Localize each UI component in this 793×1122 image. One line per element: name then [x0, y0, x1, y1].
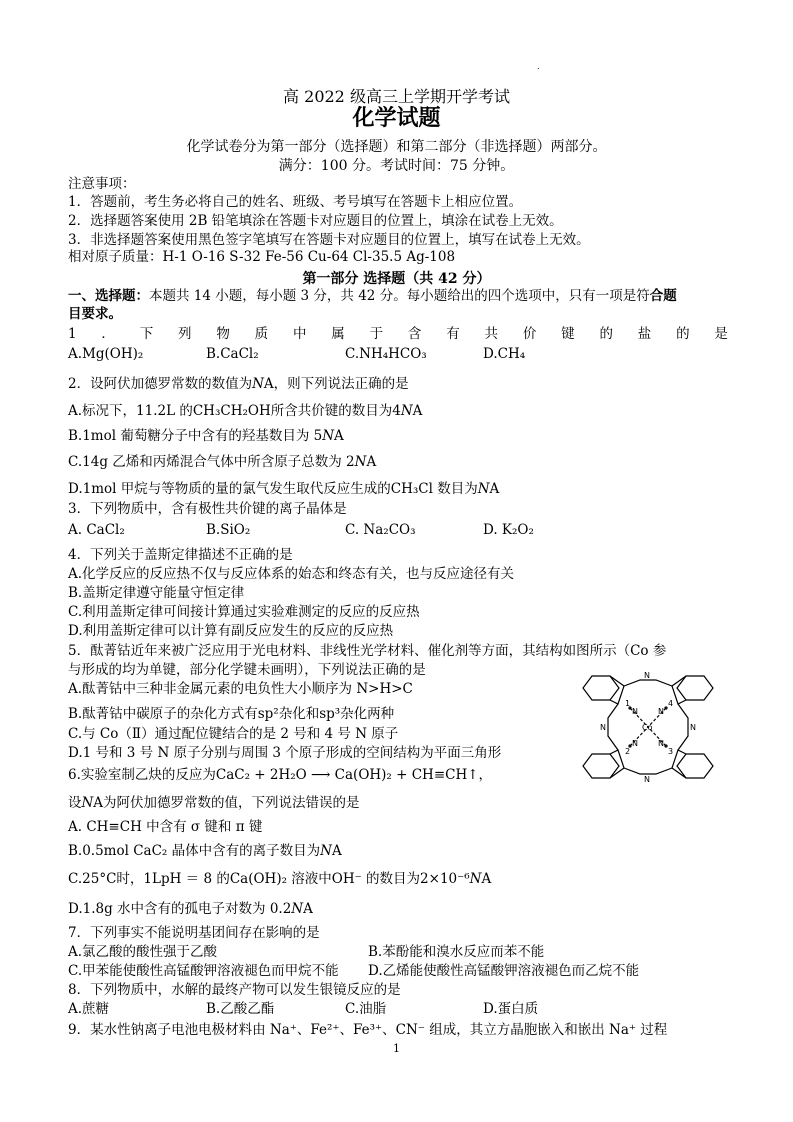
q6-option-c: C.25°C时，1LpH ＝ 8 的Ca(OH)₂ 溶液中OH⁻ 的数目为2×10⁻⁶𝑁A: [68, 871, 492, 887]
cobalt-label: Co: [642, 723, 653, 732]
stem-char: 列: [178, 326, 192, 342]
stem-char: ．: [101, 326, 115, 342]
q9-stem: 9．某水性钠离子电池电极材料由 Na⁺、Fe²⁺、Fe³⁺、CN⁻ 组成，其立方晶胞嵌入和嵌出 Na⁺ 过程: [68, 1022, 668, 1038]
q8-options: [68, 1000, 728, 1018]
q6-option-d: D.1.8g 水中含有的孤电子对数为 0.2𝑁A: [68, 901, 313, 917]
note-item: 3．非选择题答案使用黑色签字笔填写在答题卡对应题目的位置上，填写在试卷上无效。: [68, 232, 590, 248]
stem-char: 物: [216, 326, 230, 342]
q7-options-row1: [68, 943, 728, 961]
q3-stem: 3．下列物质中，含有极性共价键的离子晶体是: [68, 501, 347, 517]
stem-char: 的: [676, 326, 690, 342]
part1-instructions: [68, 287, 677, 305]
benzene-ring: [583, 676, 619, 700]
option-c: C.甲苯能使酸性高锰酸钾溶液褪色而甲烷不能: [68, 963, 339, 979]
option-d: D.CH₄: [483, 346, 526, 362]
n-label-3: 3: [668, 747, 674, 756]
stem-char: 于: [369, 326, 384, 342]
q5-option-a: A.酞菁钴中三种非金属元素的电负性大小顺序为 N>H>C: [68, 681, 413, 697]
option-b: B.乙酸乙酯: [206, 1001, 275, 1017]
q2-option-a: A.标况下，11.2L 的CH₃CH₂OH所含共价键的数目为4𝑁A: [68, 403, 423, 419]
part1-heading: 第一部分 选择题（共 42 分）: [302, 271, 491, 287]
q4-option-d: D.利用盖斯定律可以计算有副反应发生的反应的反应热: [68, 623, 394, 639]
instr-text: 本题共 14 小题，每小题 3 分，共 42 分。每小题给出的四个选项中，只有一项是符: [149, 288, 650, 304]
q4-option-c: C.利用盖斯定律可间接计算通过实验难测定的反应的反应热: [68, 604, 420, 620]
q2-option-b: B.1mol 葡萄糖分子中含有的羟基数目为 5𝑁A: [68, 428, 344, 444]
q5-stem-line2: 与形成的均为单键，部分化学键未画明），下列说法正确的是: [68, 662, 426, 678]
note-item: 1．答题前，考生务必将自己的姓名、班级、考号填写在答题卡上相应位置。: [68, 194, 523, 210]
q2-stem: 2．设阿伏加德罗常数的数值为𝑁A，则下列说法正确的是: [68, 376, 409, 392]
n-atom: N: [644, 775, 650, 784]
option-a: A. CaCl₂: [68, 522, 125, 538]
stem-char: 键: [561, 326, 575, 342]
stem-char: 是: [714, 326, 728, 342]
stem-char: 质: [254, 326, 269, 342]
stem-char: 1: [68, 326, 77, 342]
atomic-masses: 相对原子质量：H-1 O-16 S-32 Fe-56 Cu-64 Cl-35.5 Ag-108: [68, 249, 456, 265]
q4-stem: 4．下列关于盖斯定律描述不正确的是: [68, 547, 293, 563]
n-atom: N: [644, 671, 650, 680]
option-a: A.蔗糖: [68, 1001, 110, 1017]
q2-option-d: D.1mol 甲烷与等物质的量的氯气发生取代反应生成的CH₃Cl 数目为𝑁A: [68, 481, 500, 497]
q6-option-a: A. CH≡CH 中含有 σ 键和 π 键: [68, 819, 263, 835]
instr-tail: 合题: [649, 288, 677, 304]
option-a: A.氯乙酸的酸性强于乙酸: [68, 944, 218, 960]
page-number: 1: [393, 1042, 400, 1055]
option-b: B.CaCl₂: [206, 346, 259, 362]
stem-char: 共: [484, 326, 499, 342]
option-c: C.NH₄HCO₃: [345, 346, 427, 362]
n-label-2: 2: [625, 747, 631, 756]
option-d: D. K₂O₂: [483, 522, 534, 538]
stray-dot: .: [537, 62, 540, 71]
n-atom: N: [632, 707, 638, 716]
n-atom: N: [690, 723, 696, 732]
benzene-ring: [677, 676, 713, 700]
q6-option-b: B.0.5mol CaC₂ 晶体中含有的离子数目为𝑁A: [68, 843, 342, 859]
option-d: D.乙烯能使酸性高锰酸钾溶液褪色而乙烷不能: [368, 963, 640, 979]
option-d: D.蛋白质: [483, 1001, 539, 1017]
exam-name: 高 2022 级高三上学期开学考试: [283, 87, 510, 106]
benzene-ring: [583, 754, 619, 778]
notes-heading: 注意事项：: [68, 176, 136, 192]
stem-char: 有: [446, 326, 460, 342]
q5-option-d: D.1 号和 3 号 N 原子分别与周围 3 个原子形成的空间结构为平面三角形: [68, 745, 502, 761]
option-b: B.SiO₂: [206, 522, 251, 538]
option-c: C.油脂: [345, 1001, 387, 1017]
exam-intro: 化学试卷分为第一部分（选择题）和第二部分（非选择题）两部分。: [186, 139, 607, 155]
score-time: 满分：100 分。考试时间：75 分钟。: [278, 158, 515, 174]
benzene-ring: [677, 754, 713, 778]
note-item: 2．选择题答案使用 2B 铅笔填涂在答题卡对应题目的位置上，填涂在试卷上无效。: [68, 213, 563, 229]
q4-option-b: B.盖斯定律遵守能量守恒定律: [68, 585, 245, 601]
q1-stem: [68, 325, 728, 343]
stem-char: 盐: [637, 326, 652, 342]
q8-stem: 8．下列物质中，水解的最终产物可以发生银镜反应的是: [68, 982, 401, 998]
option-c: C. Na₂CO₃: [345, 522, 416, 538]
q7-stem: 7．下列事实不能说明基团间存在影响的是: [68, 925, 320, 941]
n-atom: N: [658, 739, 664, 748]
q5-stem-line1: 5．酞菁钴近年来被广泛应用于光电材料、非线性光学材料、催化剂等方面，其结构如图所示（Co 参: [68, 643, 667, 659]
q3-options: [68, 521, 728, 539]
instr-line2: 目要求。: [68, 306, 122, 322]
cobalt-phthalocyanine-figure: [578, 668, 728, 786]
q1-options: [68, 345, 728, 363]
option-b: B.苯酚能和溴水反应而苯不能: [368, 944, 545, 960]
option-a: A.Mg(OH)₂: [68, 346, 144, 362]
n-label-4: 4: [668, 699, 674, 708]
q6-stem: 6.实验室制乙炔的反应为CaC₂ + 2H₂O ⟶ Ca(OH)₂ + CH≡CH↑，: [68, 767, 493, 783]
q5-option-b: B.酞菁钴中碳原子的杂化方式有sp²杂化和sp³杂化两种: [68, 706, 395, 722]
n-atom: N: [658, 707, 664, 716]
stem-char: 下: [139, 326, 154, 342]
q4-option-a: A.化学反应的反应热不仅与反应体系的始态和终态有关，也与反应途径有关: [68, 566, 515, 582]
n-atom: N: [632, 739, 638, 748]
instr-label: 一、选择题：: [68, 288, 149, 304]
stem-char: 属: [331, 326, 345, 342]
stem-char: 中: [292, 326, 307, 342]
n-atom: N: [600, 723, 606, 732]
stem-char: 价: [522, 326, 537, 342]
stem-char: 的: [599, 326, 613, 342]
q7-options-row2: [68, 962, 728, 980]
n-label-1: 1: [625, 699, 631, 708]
q2-option-c: C.14g 乙烯和丙烯混合气体中所含原子总数为 2𝑁A: [68, 454, 377, 470]
page-title: 化学试题: [352, 105, 441, 131]
q6-stem2: 设𝑁A为阿伏加德罗常数的值，下列说法错误的是: [68, 795, 360, 811]
stem-char: 含: [407, 326, 422, 342]
q5-option-c: C.与 Co（Ⅱ）通过配位键结合的是 2 号和 4 号 N 原子: [68, 726, 399, 742]
